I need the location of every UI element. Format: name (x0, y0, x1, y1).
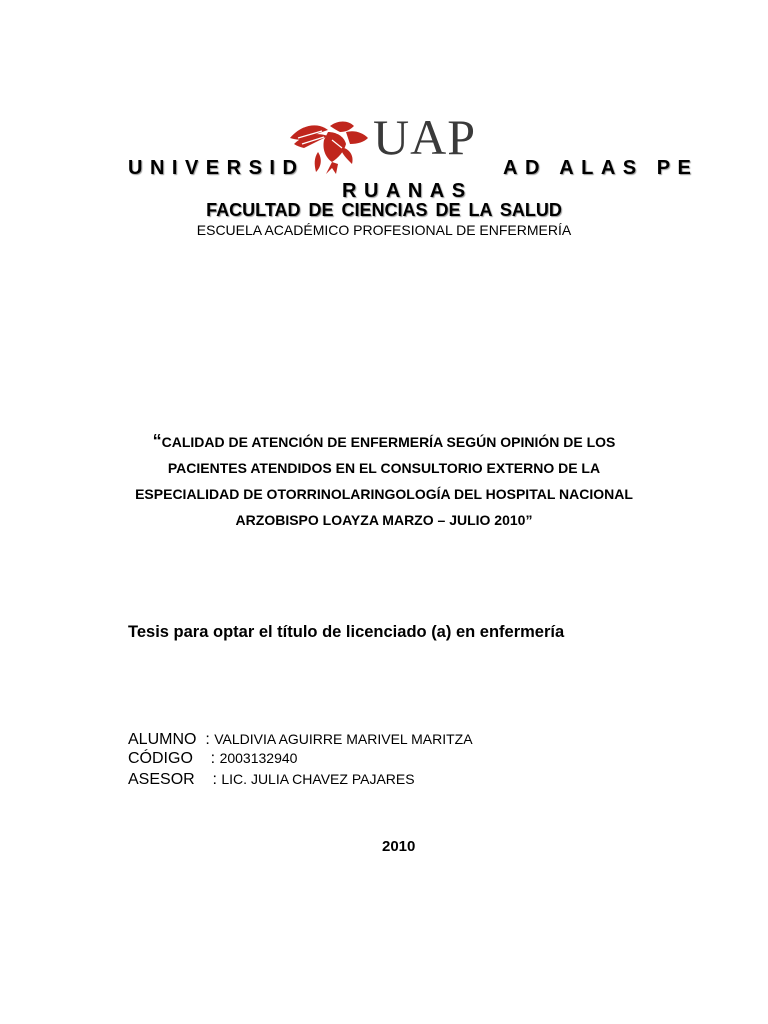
asesor-row: ASESOR : LIC. JULIA CHAVEZ PAJARES (128, 771, 415, 788)
thesis-title-text: CALIDAD DE ATENCIÓN DE ENFERMERÍA SEGÚN OPINIÓN DE LOS PACIENTES ATENDIDOS EN EL CONSULTORIO EXTERNO DE LA ESPECIALIDAD DE OTORRINOLARINGOLOGÍA DEL HOSPITAL NACIONAL ARZOBISPO LOAYZA MARZO – JULIO 2010” (135, 434, 633, 528)
year: 2010 (382, 838, 416, 855)
alumno-row: ALUMNO : VALDIVIA AGUIRRE MARIVEL MARITZA (128, 731, 473, 748)
school-name: ESCUELA ACADÉMICO PROFESIONAL DE ENFERMERÍA (196, 222, 572, 238)
university-name-left: UNIVERSID (128, 157, 305, 179)
codigo-label: CÓDIGO (128, 750, 193, 767)
logo-text: UAP (373, 109, 477, 165)
university-name-second-line: RUANAS (342, 180, 473, 202)
eagle-emblem-icon (288, 118, 374, 176)
alumno-label: ALUMNO (128, 731, 197, 748)
title-open-quote: “ (152, 431, 162, 451)
thesis-statement: Tesis para optar el título de licenciado (a) en enfermería (128, 623, 565, 641)
alumno-value: VALDIVIA AGUIRRE MARIVEL MARITZA (214, 731, 473, 747)
codigo-row: CÓDIGO : 2003132940 (128, 750, 298, 767)
asesor-value: LIC. JULIA CHAVEZ PAJARES (221, 771, 415, 787)
university-name-right: AD ALAS PE (503, 157, 699, 179)
thesis-title (118, 428, 650, 533)
asesor-label: ASESOR (128, 771, 195, 788)
codigo-value: 2003132940 (219, 750, 298, 766)
faculty-name: FACULTAD DE CIENCIAS DE LA SALUD (206, 200, 562, 220)
